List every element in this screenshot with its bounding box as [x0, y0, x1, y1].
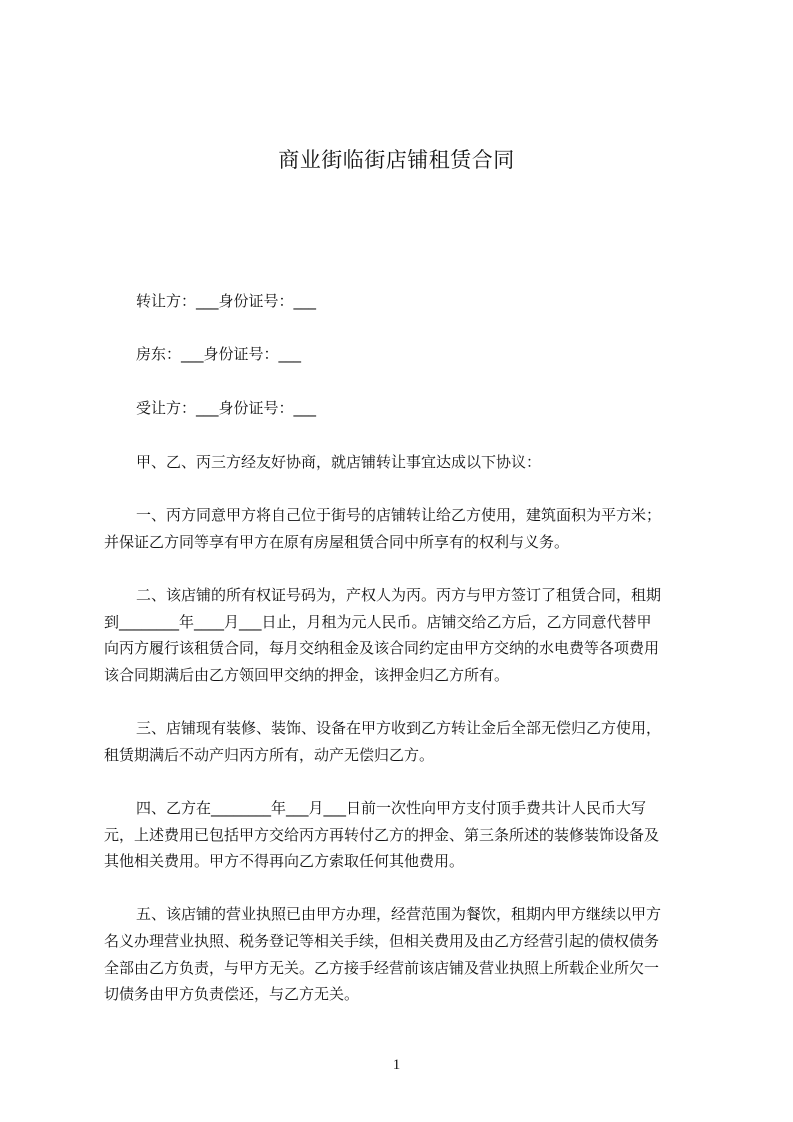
clause-5-line-3: 全部由乙方负责，与甲方无关。乙方接手经营前该店铺及营业执照上所载企业所欠一	[104, 959, 660, 977]
clause-5-line-2: 名义办理营业执照、税务登记等相关手续，但相关费用及由乙方经营引起的债权债务	[104, 932, 660, 950]
clause-3-line-1: 三、店铺现有装修、装饰、设备在甲方收到乙方转让金后全部无偿归乙方使用，	[136, 719, 662, 737]
clause-1-line-2: 并保证乙方同等享有甲方在原有房屋租赁合同中所享有的权利与义务。	[104, 533, 570, 551]
document-title: 商业街临街店铺租赁合同	[278, 148, 515, 172]
preamble-text: 甲、乙、丙三方经友好协商，就店铺转让事宜达成以下协议：	[136, 453, 542, 471]
clause-5-line-1: 五、该店铺的营业执照已由甲方办理，经营范围为餐饮，租期内甲方继续以甲方	[136, 905, 662, 923]
party-transferee-line: 受让方：___身份证号：___	[136, 399, 317, 417]
clause-4-line-3: 其他相关费用。甲方不得再向乙方索取任何其他费用。	[104, 852, 465, 870]
party-transferor-line: 转让方：___身份证号：___	[136, 292, 317, 310]
clause-4-line-2: 元，上述费用已包括甲方交给丙方再转付乙方的押金、第三条所述的装修装饰设备及	[104, 826, 660, 844]
page-number: 1	[392, 1057, 401, 1073]
clause-4-line-1: 四、乙方在________年___月___日前一次性向甲方支付顶手费共计人民币大写	[136, 799, 647, 817]
clause-5-line-4: 切债务由甲方负责偿还，与乙方无关。	[104, 985, 360, 1003]
clause-2-line-3: 向丙方履行该租赁合同，每月交纳租金及该合同约定由甲方交纳的水电费等各项费用	[104, 639, 660, 657]
party-landlord-line: 房东：___身份证号：___	[136, 345, 302, 363]
clause-3-line-2: 租赁期满后不动产归丙方所有，动产无偿归乙方。	[104, 746, 435, 764]
clause-2-line-2: 到________年____月___日止，月租为元人民币。店铺交给乙方后，乙方同意代替甲	[104, 613, 652, 631]
clause-2-line-4: 该合同期满后由乙方领回甲交纳的押金，该押金归乙方所有。	[104, 666, 510, 684]
clause-1-line-1: 一、丙方同意甲方将自己位于街号的店铺转让给乙方使用，建筑面积为平方米；	[136, 506, 662, 524]
clause-2-line-1: 二、该店铺的所有权证号码为，产权人为丙。丙方与甲方签订了租赁合同，租期	[136, 586, 662, 604]
